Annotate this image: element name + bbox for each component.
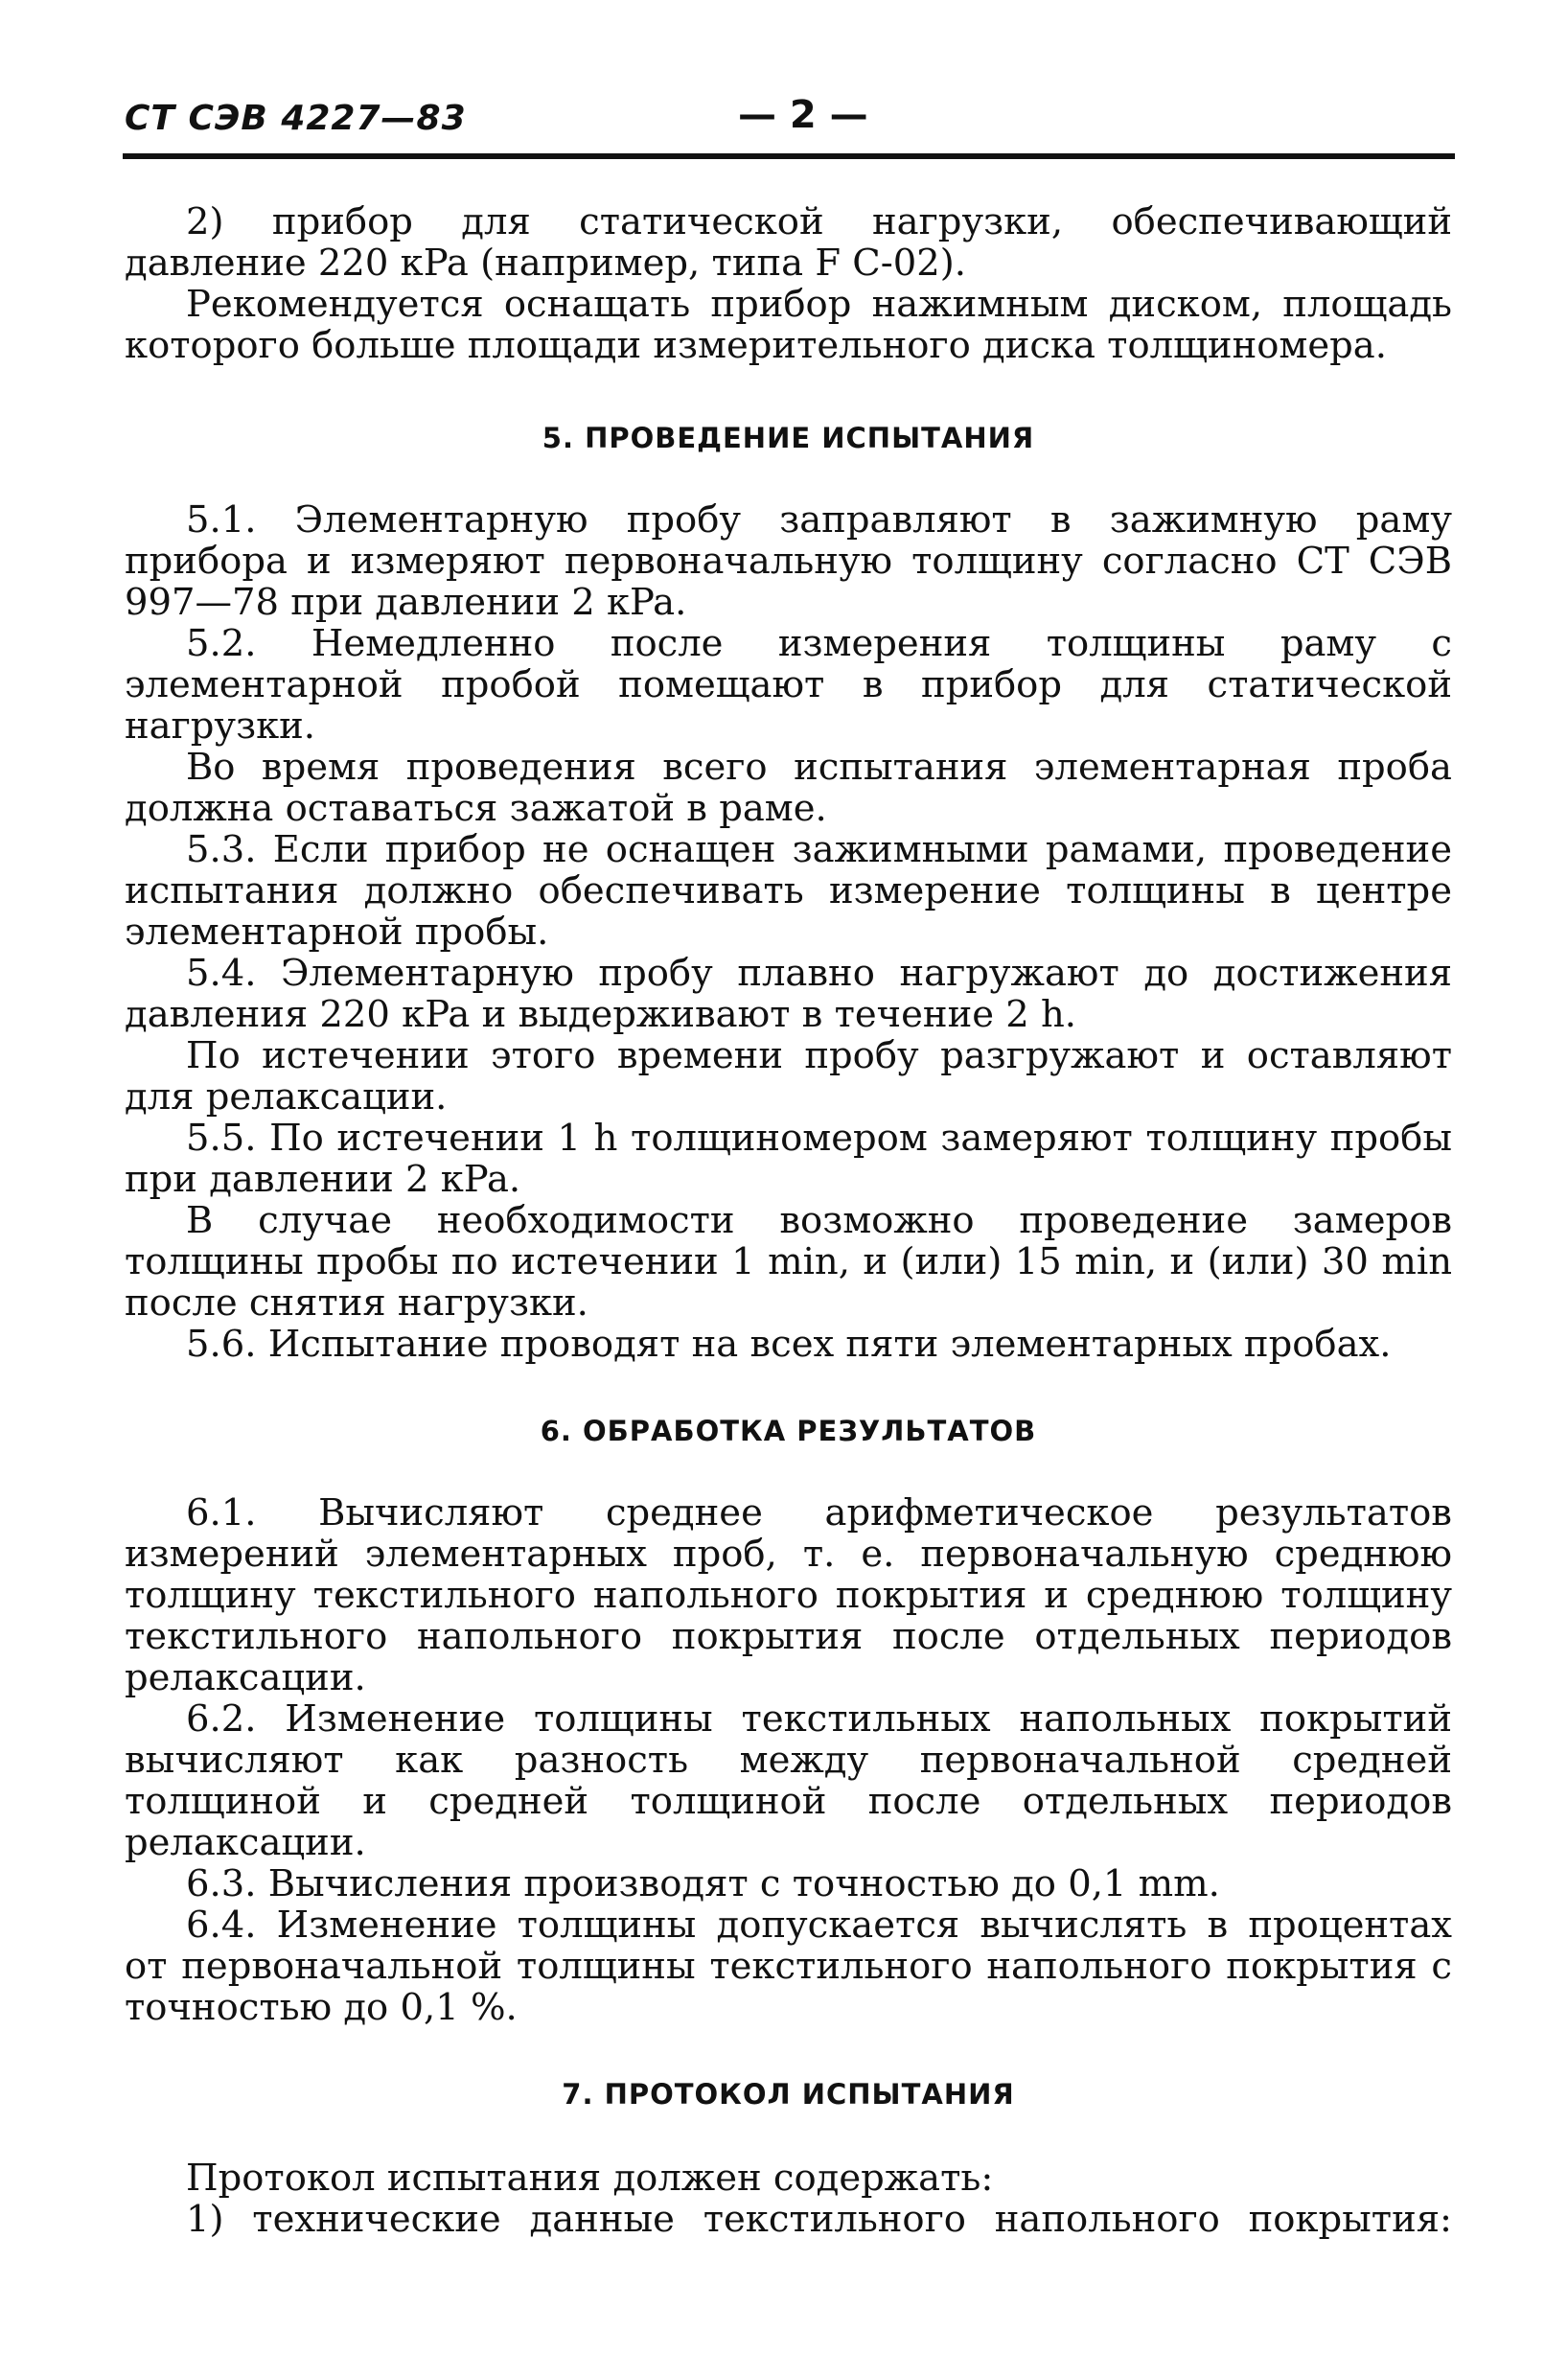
paragraph: 1) технические данные текстильного напольного покрытия: — [186, 2198, 1452, 2241]
standard-id: СТ СЭВ 4227—83 — [125, 99, 467, 138]
page-number: — 2 — — [738, 93, 868, 137]
paragraph: Протокол испытания должен содержать: — [186, 2157, 994, 2200]
paragraph: 6.2. Изменение толщины текстильных напольных покрытий вычисляют как разность между первоначальной средней толщиной и средней толщиной после отдельных периодов релаксации. — [125, 1697, 1452, 1864]
page-header — [125, 91, 1452, 149]
paragraph: 2) прибор для статической нагрузки, обеспечивающий давление 220 кPa (например, типа F C-02). — [125, 200, 1452, 285]
paragraph: Рекомендуется оснащать прибор нажимным диском, площадь которого больше площади измерительного диска толщиномера. — [125, 283, 1452, 367]
body-text — [125, 201, 1452, 2240]
paragraph: 6.3. Вычисления производят с точностью до 0,1 mm. — [186, 1862, 1220, 1905]
paragraph: 5.4. Элементарную пробу плавно нагружают до достижения давления 220 кPa и выдерживают в течение 2 h. — [125, 952, 1452, 1036]
paragraph: 6.4. Изменение толщины допускается вычислять в процентах от первоначальной толщины текстильного напольного покрытия с точностью до 0,1 %. — [125, 1904, 1452, 2029]
paragraph: По истечении этого времени пробу разгружают и оставляют для релаксации. — [125, 1034, 1452, 1119]
header-rule — [123, 153, 1455, 159]
section-heading: 7. ПРОТОКОЛ ИСПЫТАНИЯ — [562, 2078, 1015, 2111]
section-heading: 5. ПРОВЕДЕНИЕ ИСПЫТАНИЯ — [542, 422, 1035, 454]
paragraph: Во время проведения всего испытания элементарная проба должна оставаться зажатой в раме. — [125, 746, 1452, 830]
paragraph: 5.1. Элементарную пробу заправляют в зажимную раму прибора и измеряют первоначальную толщину согласно СТ СЭВ 997—78 при давлении 2 кPa. — [125, 498, 1452, 624]
paragraph: 5.6. Испытание проводят на всех пяти элементарных пробах. — [186, 1323, 1392, 1366]
paragraph: 5.3. Если прибор не оснащен зажимными рамами, проведение испытания должно обеспечивать измерение толщины в центре элементарной пробы. — [125, 828, 1452, 954]
section-heading: 6. ОБРАБОТКА РЕЗУЛЬТАТОВ — [540, 1415, 1037, 1447]
paragraph: 5.2. Немедленно после измерения толщины раму с элементарной пробой помещают в прибор для статической нагрузки. — [125, 622, 1452, 748]
paragraph: 5.5. По истечении 1 h толщиномером замеряют толщину пробы при давлении 2 кPa. — [125, 1117, 1452, 1201]
paragraph: В случае необходимости возможно проведение замеров толщины пробы по истечении 1 min, и (или) 15 min, и (или) 30 min после снятия нагрузки. — [125, 1199, 1452, 1325]
paragraph: 6.1. Вычисляют среднее арифметическое результатов измерений элементарных проб, т. е. первоначальную среднюю толщину текстильного напольного покрытия и среднюю толщину текстильного напольного покрытия после отдельных периодов релаксации. — [125, 1491, 1452, 1699]
